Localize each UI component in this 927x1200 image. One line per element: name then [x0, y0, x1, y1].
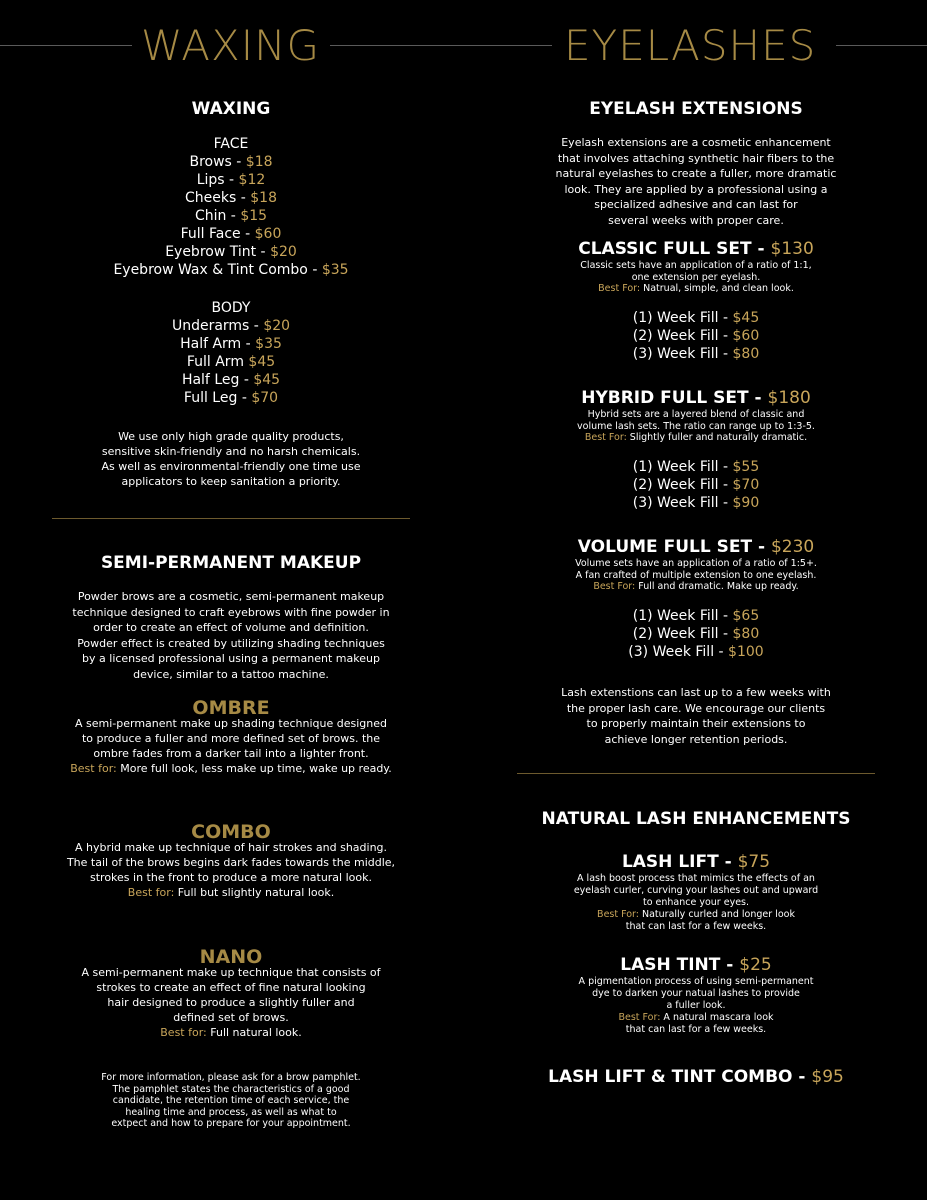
body-item-sep: - — [237, 390, 252, 406]
face-item-name: Brows — [189, 154, 232, 170]
lash-set-price: $130 — [770, 239, 814, 259]
lash-set-title — [517, 387, 875, 409]
intro-line: several weeks with proper care. — [608, 213, 784, 227]
body-item-sep: - — [239, 372, 254, 388]
combo-name: LASH LIFT & TINT COMBO — [548, 1067, 793, 1087]
banner-rule — [0, 45, 132, 46]
style-desc-line: A semi-permanent make up technique that consists of — [81, 966, 381, 979]
natural-service-price: $75 — [737, 852, 771, 872]
fill-list — [517, 309, 875, 363]
natural-service-name: LASH LIFT — [621, 852, 719, 872]
fill-price: $60 — [732, 327, 760, 344]
face-item-name: Full Face — [180, 226, 241, 242]
desc-line: Classic sets have an application of a ratio of 1:1, — [580, 260, 812, 271]
care-line: to properly maintain their extensions to — [586, 717, 806, 730]
desc-line: dye to darken your natual lashes to provide — [592, 988, 800, 999]
style-desc-line: strokes in the front to produce a more natural look. — [90, 871, 372, 884]
face-item-price: $35 — [321, 262, 349, 278]
best-for-label: Best For: — [584, 432, 627, 443]
body-item-price: $35 — [255, 336, 282, 352]
desc-line: one extension per eyelash. — [631, 271, 761, 283]
care-line: Lash extenstions can last up to a few weeks with — [561, 686, 831, 699]
face-item-price: $18 — [245, 154, 273, 170]
eyelashes-banner-title: EYELASHES — [564, 21, 817, 70]
style-desc-line: strokes to create an effect of fine natural looking — [96, 981, 366, 994]
intro-line: by a licensed professional using a permanent makeup — [82, 652, 380, 665]
combo-price: $95 — [811, 1067, 844, 1087]
fill-label: (1) Week Fill - — [632, 607, 733, 624]
best-for-text: Full but slightly natural look. — [174, 886, 335, 899]
best-for-line — [517, 581, 875, 593]
best-for-text: Slightly fuller and naturally dramatic. — [626, 432, 808, 443]
fill-row — [517, 494, 875, 512]
best-for-line — [52, 1025, 410, 1040]
natural-service-desc — [517, 873, 875, 933]
face-item-sep: - — [256, 244, 271, 260]
lash-set-title — [517, 238, 875, 260]
waxing-note — [52, 429, 410, 489]
face-item-row — [52, 225, 410, 243]
fill-label: (2) Week Fill - — [632, 476, 733, 493]
lash-set-desc — [517, 260, 875, 295]
natural-title: NATURAL LASH ENHANCEMENTS — [541, 809, 851, 829]
body-item-row — [52, 317, 410, 335]
best-for-label: Best For: — [597, 909, 639, 920]
tail-line: that can last for a few weeks. — [625, 921, 767, 932]
body-item-row — [52, 389, 410, 407]
face-item-price: $60 — [254, 226, 282, 242]
fill-price: $100 — [728, 643, 764, 660]
intro-line: specialized adhesive and can last for — [594, 198, 798, 211]
fill-row — [517, 476, 875, 494]
natural-service-title — [517, 851, 875, 873]
spm-style-name: OMBRE — [192, 697, 270, 719]
care-line: achieve longer retention periods. — [604, 732, 788, 746]
best-for-text: More full look, less make up time, wake up ready. — [116, 762, 392, 775]
body-items — [52, 317, 410, 407]
fill-label: (2) Week Fill - — [632, 327, 733, 344]
style-desc-line: A semi-permanent make up shading technique designed — [75, 717, 387, 730]
combo-sep: - — [792, 1067, 812, 1087]
lash-set-price: $180 — [767, 388, 811, 408]
face-item-price: $15 — [240, 208, 268, 224]
best-for-line — [517, 1012, 875, 1024]
best-for-label: Best For: — [593, 581, 636, 592]
spm-style-name: NANO — [199, 946, 263, 968]
best-for-line — [517, 432, 875, 444]
fill-price: $65 — [732, 607, 760, 624]
face-item-name: Cheeks — [185, 190, 237, 206]
care-line: the proper lash care. We encourage our clients — [566, 701, 826, 715]
best-for-label: Best for: — [70, 762, 117, 775]
desc-line: A lash boost process that mimics the effects of an — [577, 873, 815, 884]
lash-set-name: VOLUME FULL SET - — [577, 537, 771, 557]
fill-price: $45 — [732, 309, 760, 326]
fill-label: (1) Week Fill - — [632, 309, 733, 326]
body-item-row — [52, 353, 410, 371]
body-list — [52, 299, 410, 407]
body-item-price: $20 — [263, 318, 291, 334]
lash-set — [517, 536, 875, 661]
banner-rule — [460, 45, 552, 46]
note-line: applicators to keep sanitation a priority. — [121, 475, 341, 488]
best-for-text: Full natural look. — [206, 1026, 302, 1039]
best-for-text: Natrual, simple, and clean look. — [640, 283, 794, 294]
face-item-row — [52, 153, 410, 171]
style-desc-line: ombre fades from a darker tail into a lighter front. — [93, 747, 369, 760]
face-item-name: Lips — [196, 172, 225, 188]
best-for-text: Naturally curled and longer look — [638, 909, 795, 920]
style-desc-line: to produce a fuller and more defined set of brows. the — [81, 732, 381, 745]
combo-line — [517, 1066, 875, 1088]
body-item-name: Full Arm — [186, 354, 244, 370]
face-item-name: Eyebrow Wax & Tint Combo — [113, 262, 308, 278]
fill-price: $80 — [732, 625, 760, 642]
natural-service-desc — [517, 976, 875, 1036]
face-item-sep: - — [226, 208, 241, 224]
best-for-line — [52, 761, 410, 776]
face-item-row — [52, 261, 410, 279]
intro-line: technique designed to craft eyebrows with fine powder in — [72, 605, 390, 619]
natural-service-sep: - — [720, 955, 740, 975]
body-item-name: Full Leg — [183, 390, 238, 406]
lash-set-desc — [517, 558, 875, 593]
face-item-row — [52, 207, 410, 225]
lash-set-title — [517, 536, 875, 558]
body-item-name: Half Arm — [180, 336, 242, 352]
face-item-sep: - — [307, 262, 322, 278]
intro-line: look. They are applied by a professional using a — [564, 182, 828, 196]
banner-rule — [836, 45, 927, 46]
desc-line: A fan crafted of multiple extension to one eyelash. — [575, 569, 817, 581]
banner-rule — [330, 45, 460, 46]
fill-row — [517, 327, 875, 345]
face-item-price: $12 — [238, 172, 266, 188]
lash-set-price: $230 — [770, 537, 815, 557]
best-for-text: A natural mascara look — [660, 1012, 774, 1023]
natural-service-name: LASH TINT — [620, 955, 721, 975]
best-for-line — [52, 885, 410, 900]
note-line: We use only high grade quality products, — [118, 430, 344, 443]
lash-title: EYELASH EXTENSIONS — [589, 99, 803, 119]
fill-price: $70 — [732, 476, 760, 493]
fill-row — [517, 607, 875, 625]
desc-line: Volume sets have an application of a ratio of 1:5+. — [575, 558, 817, 569]
lash-intro — [517, 135, 875, 228]
fill-row — [517, 309, 875, 327]
best-for-label: Best for: — [127, 886, 175, 899]
eyelashes-banner — [460, 18, 927, 74]
note-line: sensitive skin-friendly and no harsh chemicals. — [101, 445, 361, 458]
footer-line: extpect and how to prepare for your appointment. — [111, 1118, 351, 1129]
section-divider — [52, 518, 410, 519]
body-item-name: Underarms — [171, 318, 250, 334]
intro-line: Powder brows are a cosmetic, semi-permanent makeup — [77, 590, 385, 603]
body-item-name: Half Leg — [181, 372, 240, 388]
face-item-name: Chin — [194, 208, 227, 224]
intro-line: order to create an effect of volume and definition. — [93, 621, 369, 634]
spm-style-ombre — [52, 697, 410, 776]
fill-row — [517, 458, 875, 476]
lash-set-name: HYBRID FULL SET - — [581, 388, 768, 408]
body-label: BODY — [211, 300, 251, 316]
spm-footer — [52, 1072, 410, 1130]
fill-price: $80 — [732, 345, 760, 362]
note-line: As well as environmental-friendly one time use — [101, 460, 361, 473]
fill-row — [517, 625, 875, 643]
waxing-title: WAXING — [191, 99, 271, 119]
body-item-price: $45 — [248, 354, 276, 370]
best-for-label: Best For: — [618, 1012, 661, 1023]
best-for-line — [517, 283, 875, 295]
desc-line: A pigmentation process of using semi-permanent — [578, 976, 814, 987]
footer-line: For more information, please ask for a brow pamphlet. — [101, 1072, 361, 1083]
waxing-banner — [0, 18, 460, 74]
footer-line: candidate, the retention time of each service, the — [112, 1095, 350, 1106]
face-item-sep: - — [236, 190, 251, 206]
fill-row — [517, 643, 875, 661]
intro-line: natural eyelashes to create a fuller, more dramatic — [555, 167, 837, 180]
face-list — [52, 135, 410, 279]
intro-line: Eyelash extensions are a cosmetic enhancement — [561, 136, 831, 149]
face-item-sep: - — [231, 154, 246, 170]
desc-line: a fuller look. — [666, 1000, 726, 1011]
best-for-line — [517, 909, 875, 921]
body-item-row — [52, 335, 410, 353]
best-for-label: Best for: — [160, 1026, 207, 1039]
best-for-label: Best For: — [598, 283, 641, 294]
face-item-row — [52, 189, 410, 207]
face-item-name: Eyebrow Tint — [165, 244, 257, 260]
spm-style-combo — [52, 821, 410, 900]
waxing-banner-title: WAXING — [141, 21, 321, 70]
lash-set — [517, 238, 875, 363]
fill-label: (3) Week Fill - — [632, 494, 733, 511]
fill-list — [517, 458, 875, 512]
natural-service-sep: - — [718, 852, 738, 872]
face-label: FACE — [213, 136, 249, 152]
fill-row — [517, 345, 875, 363]
tail-line: that can last for a few weeks. — [625, 1024, 767, 1035]
spm-title: SEMI-PERMANENT MAKEUP — [100, 553, 362, 573]
desc-line: to enhance your eyes. — [642, 897, 750, 908]
body-item-sep: - — [249, 318, 264, 334]
face-item-price: $18 — [250, 190, 277, 206]
natural-service-price: $25 — [739, 955, 772, 975]
fill-label: (3) Week Fill - — [632, 345, 733, 362]
lash-set — [517, 387, 875, 512]
spm-style-name: COMBO — [191, 821, 271, 843]
section-divider — [517, 773, 875, 774]
desc-line: Hybrid sets are a layered blend of classic and — [587, 409, 805, 420]
lash-set-name: CLASSIC FULL SET - — [578, 239, 771, 259]
footer-line: The pamphlet states the characteristics of a good — [112, 1083, 350, 1095]
body-item-price: $45 — [253, 372, 281, 388]
spm-intro — [52, 589, 410, 682]
face-item-sep: - — [224, 172, 239, 188]
best-for-text: Full and dramatic. Make up ready. — [635, 581, 799, 592]
fill-price: $55 — [732, 458, 760, 475]
body-item-sep: - — [241, 336, 256, 352]
intro-line: device, similar to a tattoo machine. — [133, 667, 329, 681]
face-item-price: $20 — [270, 244, 297, 260]
desc-line: volume lash sets. The ratio can range up to 1:3-5. — [577, 420, 815, 432]
body-item-row — [52, 371, 410, 389]
style-desc-line: The tail of the brows begins dark fades towards the middle, — [66, 856, 396, 869]
face-item-row — [52, 171, 410, 189]
style-desc-line: hair designed to produce a slightly fuller and — [107, 996, 355, 1009]
face-item-sep: - — [240, 226, 255, 242]
intro-line: Powder effect is created by utilizing shading techniques — [77, 636, 385, 650]
desc-line: eyelash curler, curving your lashes out and upward — [573, 885, 819, 896]
natural-service — [517, 954, 875, 1036]
face-item-row — [52, 243, 410, 261]
lash-set-desc — [517, 409, 875, 444]
fill-label: (1) Week Fill - — [632, 458, 733, 475]
natural-service-title — [517, 954, 875, 976]
body-item-price: $70 — [251, 390, 279, 406]
fill-label: (3) Week Fill - — [628, 643, 729, 660]
style-desc-line: defined set of brows. — [173, 1011, 289, 1024]
lash-care — [517, 685, 875, 747]
intro-line: that involves attaching synthetic hair fibers to the — [557, 151, 835, 165]
style-desc-line: A hybrid make up technique of hair strokes and shading. — [74, 841, 388, 854]
natural-service — [517, 851, 875, 933]
fill-price: $90 — [732, 494, 760, 511]
fill-label: (2) Week Fill - — [632, 625, 733, 642]
spm-style-nano — [52, 946, 410, 1040]
footer-line: healing time and process, as well as what to — [125, 1106, 337, 1118]
face-items — [52, 153, 410, 279]
fill-list — [517, 607, 875, 661]
